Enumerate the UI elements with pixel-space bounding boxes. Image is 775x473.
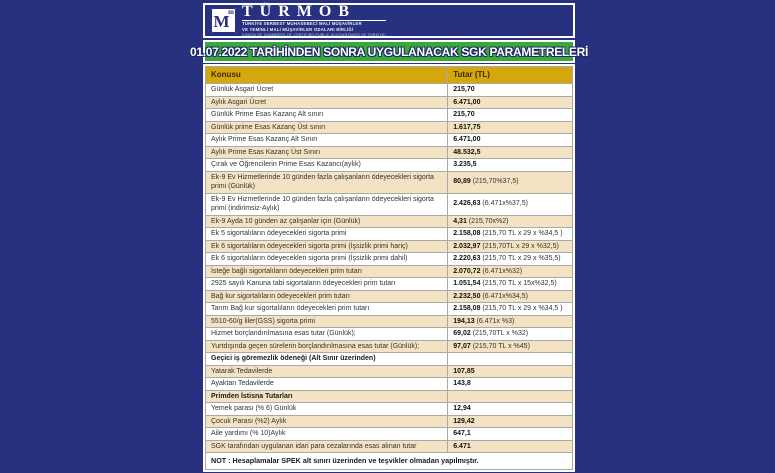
parameters-table bbox=[205, 66, 573, 470]
table-row bbox=[206, 240, 573, 253]
row-value: 12,94 bbox=[448, 403, 573, 416]
table-row bbox=[206, 390, 573, 403]
table-row bbox=[206, 428, 573, 441]
tutar-column-header: Tutar (TL) bbox=[448, 67, 573, 84]
row-value: 48.532,5 bbox=[448, 146, 573, 159]
table-row bbox=[206, 253, 573, 266]
row-value: 97,07 (215,70 TL x %45) bbox=[448, 340, 573, 353]
row-value: 2.232,50 (6.471x%34,5) bbox=[448, 290, 573, 303]
row-label: Yurtdışında geçen sürelerin borçlandırılmasına esas tutar (Günlük); bbox=[206, 340, 448, 353]
row-value: 2.220,63 (215,70 TL x 29 x %35,5) bbox=[448, 253, 573, 266]
row-label: Günlük prime Esas Kazanç Üst sınırı bbox=[206, 121, 448, 134]
monogram-superscript: m bbox=[228, 8, 234, 16]
table-row bbox=[206, 146, 573, 159]
row-value: 4,31 (215,70x%2) bbox=[448, 215, 573, 228]
row-label: İsteğe bağlı sigortalıların ödeyecekleri prim tutarı bbox=[206, 265, 448, 278]
table-row bbox=[206, 378, 573, 391]
monogram-letter: M bbox=[213, 12, 230, 31]
note-row bbox=[206, 453, 573, 470]
table-header-row bbox=[206, 67, 573, 84]
row-label: Çocuk Parası (%2) Aylık bbox=[206, 415, 448, 428]
row-value: 2.158,08 (215,70 TL x 29 x %34,5 ) bbox=[448, 303, 573, 316]
row-label: SGK tarafından uygulanan idari para cezalarında esas alınan tutar bbox=[206, 440, 448, 453]
row-value: 2.032,97 (215,70TL x 29 x %32,5) bbox=[448, 240, 573, 253]
table-row bbox=[206, 328, 573, 341]
row-value: 143,8 bbox=[448, 378, 573, 391]
table-row bbox=[206, 365, 573, 378]
table-row bbox=[206, 109, 573, 122]
row-label: Ek-9 Ev Hizmetlerinde 10 günden fazla çalışanların ödeyecekleri sigorta primi (indirimsiz-Aylık) bbox=[206, 193, 448, 215]
page-title: 01.07.2022 TARİHİNDEN SONRA UYGULANACAK SGK PARAMETRELERİ bbox=[189, 44, 589, 59]
logo-block bbox=[203, 3, 575, 38]
row-label: Günlük Asgari Ücret bbox=[206, 84, 448, 97]
row-value: 215,70 bbox=[448, 109, 573, 122]
row-value bbox=[448, 353, 573, 366]
table-row bbox=[206, 96, 573, 109]
turmob-monogram-icon bbox=[211, 8, 236, 33]
brand-title: TÜRMOB bbox=[242, 4, 386, 21]
parameters-table-wrap bbox=[203, 64, 575, 472]
table-row bbox=[206, 403, 573, 416]
row-label: Aylık Asgari Ücret bbox=[206, 96, 448, 109]
table-body bbox=[206, 84, 573, 453]
table-row bbox=[206, 340, 573, 353]
row-label: Hizmet borçlandırılmasına esas tutar (Günlük); bbox=[206, 328, 448, 341]
row-value: 2.426,63 (6.471x%37,5) bbox=[448, 193, 573, 215]
table-row bbox=[206, 215, 573, 228]
row-label: Bağ kur sigortalıların ödeyecekleri prim tutarı bbox=[206, 290, 448, 303]
row-label: Günlük Prime Esas Kazanç Alt sınırı bbox=[206, 109, 448, 122]
table-row bbox=[206, 303, 573, 316]
row-value: 6.471,00 bbox=[448, 96, 573, 109]
brand-text-block bbox=[242, 4, 386, 37]
konusu-column-header: Konusu bbox=[206, 67, 448, 84]
row-value: 107,85 bbox=[448, 365, 573, 378]
table-row bbox=[206, 171, 573, 193]
row-label: Aile yardımı (% 10)Aylık bbox=[206, 428, 448, 441]
table-row bbox=[206, 265, 573, 278]
table-row bbox=[206, 353, 573, 366]
row-value: 6.471,00 bbox=[448, 134, 573, 147]
row-value: 129,42 bbox=[448, 415, 573, 428]
row-label: Aylık Prime Esas Kazanç Alt Sınırı bbox=[206, 134, 448, 147]
row-label: 2925 sayılı Kanuna tabi sigortaların ödeyecekleri prim tutarı bbox=[206, 278, 448, 291]
row-value: 69,02 (215,70TL x %32) bbox=[448, 328, 573, 341]
row-value bbox=[448, 390, 573, 403]
row-label: Ek 6 sigortalıların ödeyecekleri sigorta primi (İşsizlik primi hariç) bbox=[206, 240, 448, 253]
table-row bbox=[206, 440, 573, 453]
row-label: 5510-60/g liler(GSS) sigorta primi bbox=[206, 315, 448, 328]
note-text: NOT : Hesaplamalar SPEK alt sınırı üzerinden ve teşvikler olmadan yapılmıştır. bbox=[206, 453, 573, 470]
table-row bbox=[206, 315, 573, 328]
table-row bbox=[206, 415, 573, 428]
row-value: 6.471 bbox=[448, 440, 573, 453]
table-row bbox=[206, 159, 573, 172]
row-value: 194,13 (6.471x %3) bbox=[448, 315, 573, 328]
row-label: Ek-9 Ayda 10 günden az çalışanlar için (Günlük) bbox=[206, 215, 448, 228]
table-row bbox=[206, 193, 573, 215]
row-label: Ayaktan Tedavilerde bbox=[206, 378, 448, 391]
table-row bbox=[206, 134, 573, 147]
row-value: 215,70 bbox=[448, 84, 573, 97]
row-label: Çırak ve Öğrencilerin Prime Esas Kazancı(aylık) bbox=[206, 159, 448, 172]
row-label: Yemek parası (% 6) Günlük bbox=[206, 403, 448, 416]
brand-subtitle-line2: VE YEMİNLİ MALİ MÜŞAVİRLER ODALARI BİRLİĞİ bbox=[242, 26, 354, 32]
row-label: Geçici iş göremezlik ödeneği (Alt Sınır üzerinden) bbox=[206, 353, 448, 366]
row-label: Ek 5 sigortalıların ödeyecekleri sigorta primi bbox=[206, 228, 448, 241]
row-label: Tarım Bağ kur sigortalıların ödeyecekleri prim tutarı bbox=[206, 303, 448, 316]
row-label: Primden İstisna Tutarları bbox=[206, 390, 448, 403]
content-panel bbox=[189, 2, 589, 472]
brand-subtitle-line3: (UNION OF CHAMBERS OF CERTIFIED PUBLIC ACCOUNTANTS OF TÜRKİYE) bbox=[242, 33, 386, 38]
table-row bbox=[206, 290, 573, 303]
row-value: 2.158,08 (215,70 TL x 29 x %34,5 ) bbox=[448, 228, 573, 241]
row-value: 1.051,54 (215,70 TL x 15x%32,5) bbox=[448, 278, 573, 291]
row-label: Aylık Prime Esas Kazanç Üst Sınırı bbox=[206, 146, 448, 159]
row-value: 80,89 (215,70%37,5) bbox=[448, 171, 573, 193]
row-label: Ek 6 sigortalıların ödeyecekleri sigorta primi (İşsizlik primi dahil) bbox=[206, 253, 448, 266]
table-row bbox=[206, 84, 573, 97]
row-value: 3.235,5 bbox=[448, 159, 573, 172]
row-label: Yatarak Tedavilerde bbox=[206, 365, 448, 378]
row-value: 647,1 bbox=[448, 428, 573, 441]
table-row bbox=[206, 278, 573, 291]
brand-subtitle-line1: TÜRKİYE SERBEST MUHASEBECİ MALİ MÜŞAVİRLER bbox=[242, 20, 362, 26]
row-label: Ek-9 Ev Hizmetlerinde 10 günden fazla çalışanların ödeyecekleri sigorta primi (Günlük) bbox=[206, 171, 448, 193]
title-bar bbox=[189, 40, 589, 63]
table-row bbox=[206, 121, 573, 134]
row-value: 1.617,75 bbox=[448, 121, 573, 134]
table-row bbox=[206, 228, 573, 241]
row-value: 2.070,72 (6.471x%32) bbox=[448, 265, 573, 278]
